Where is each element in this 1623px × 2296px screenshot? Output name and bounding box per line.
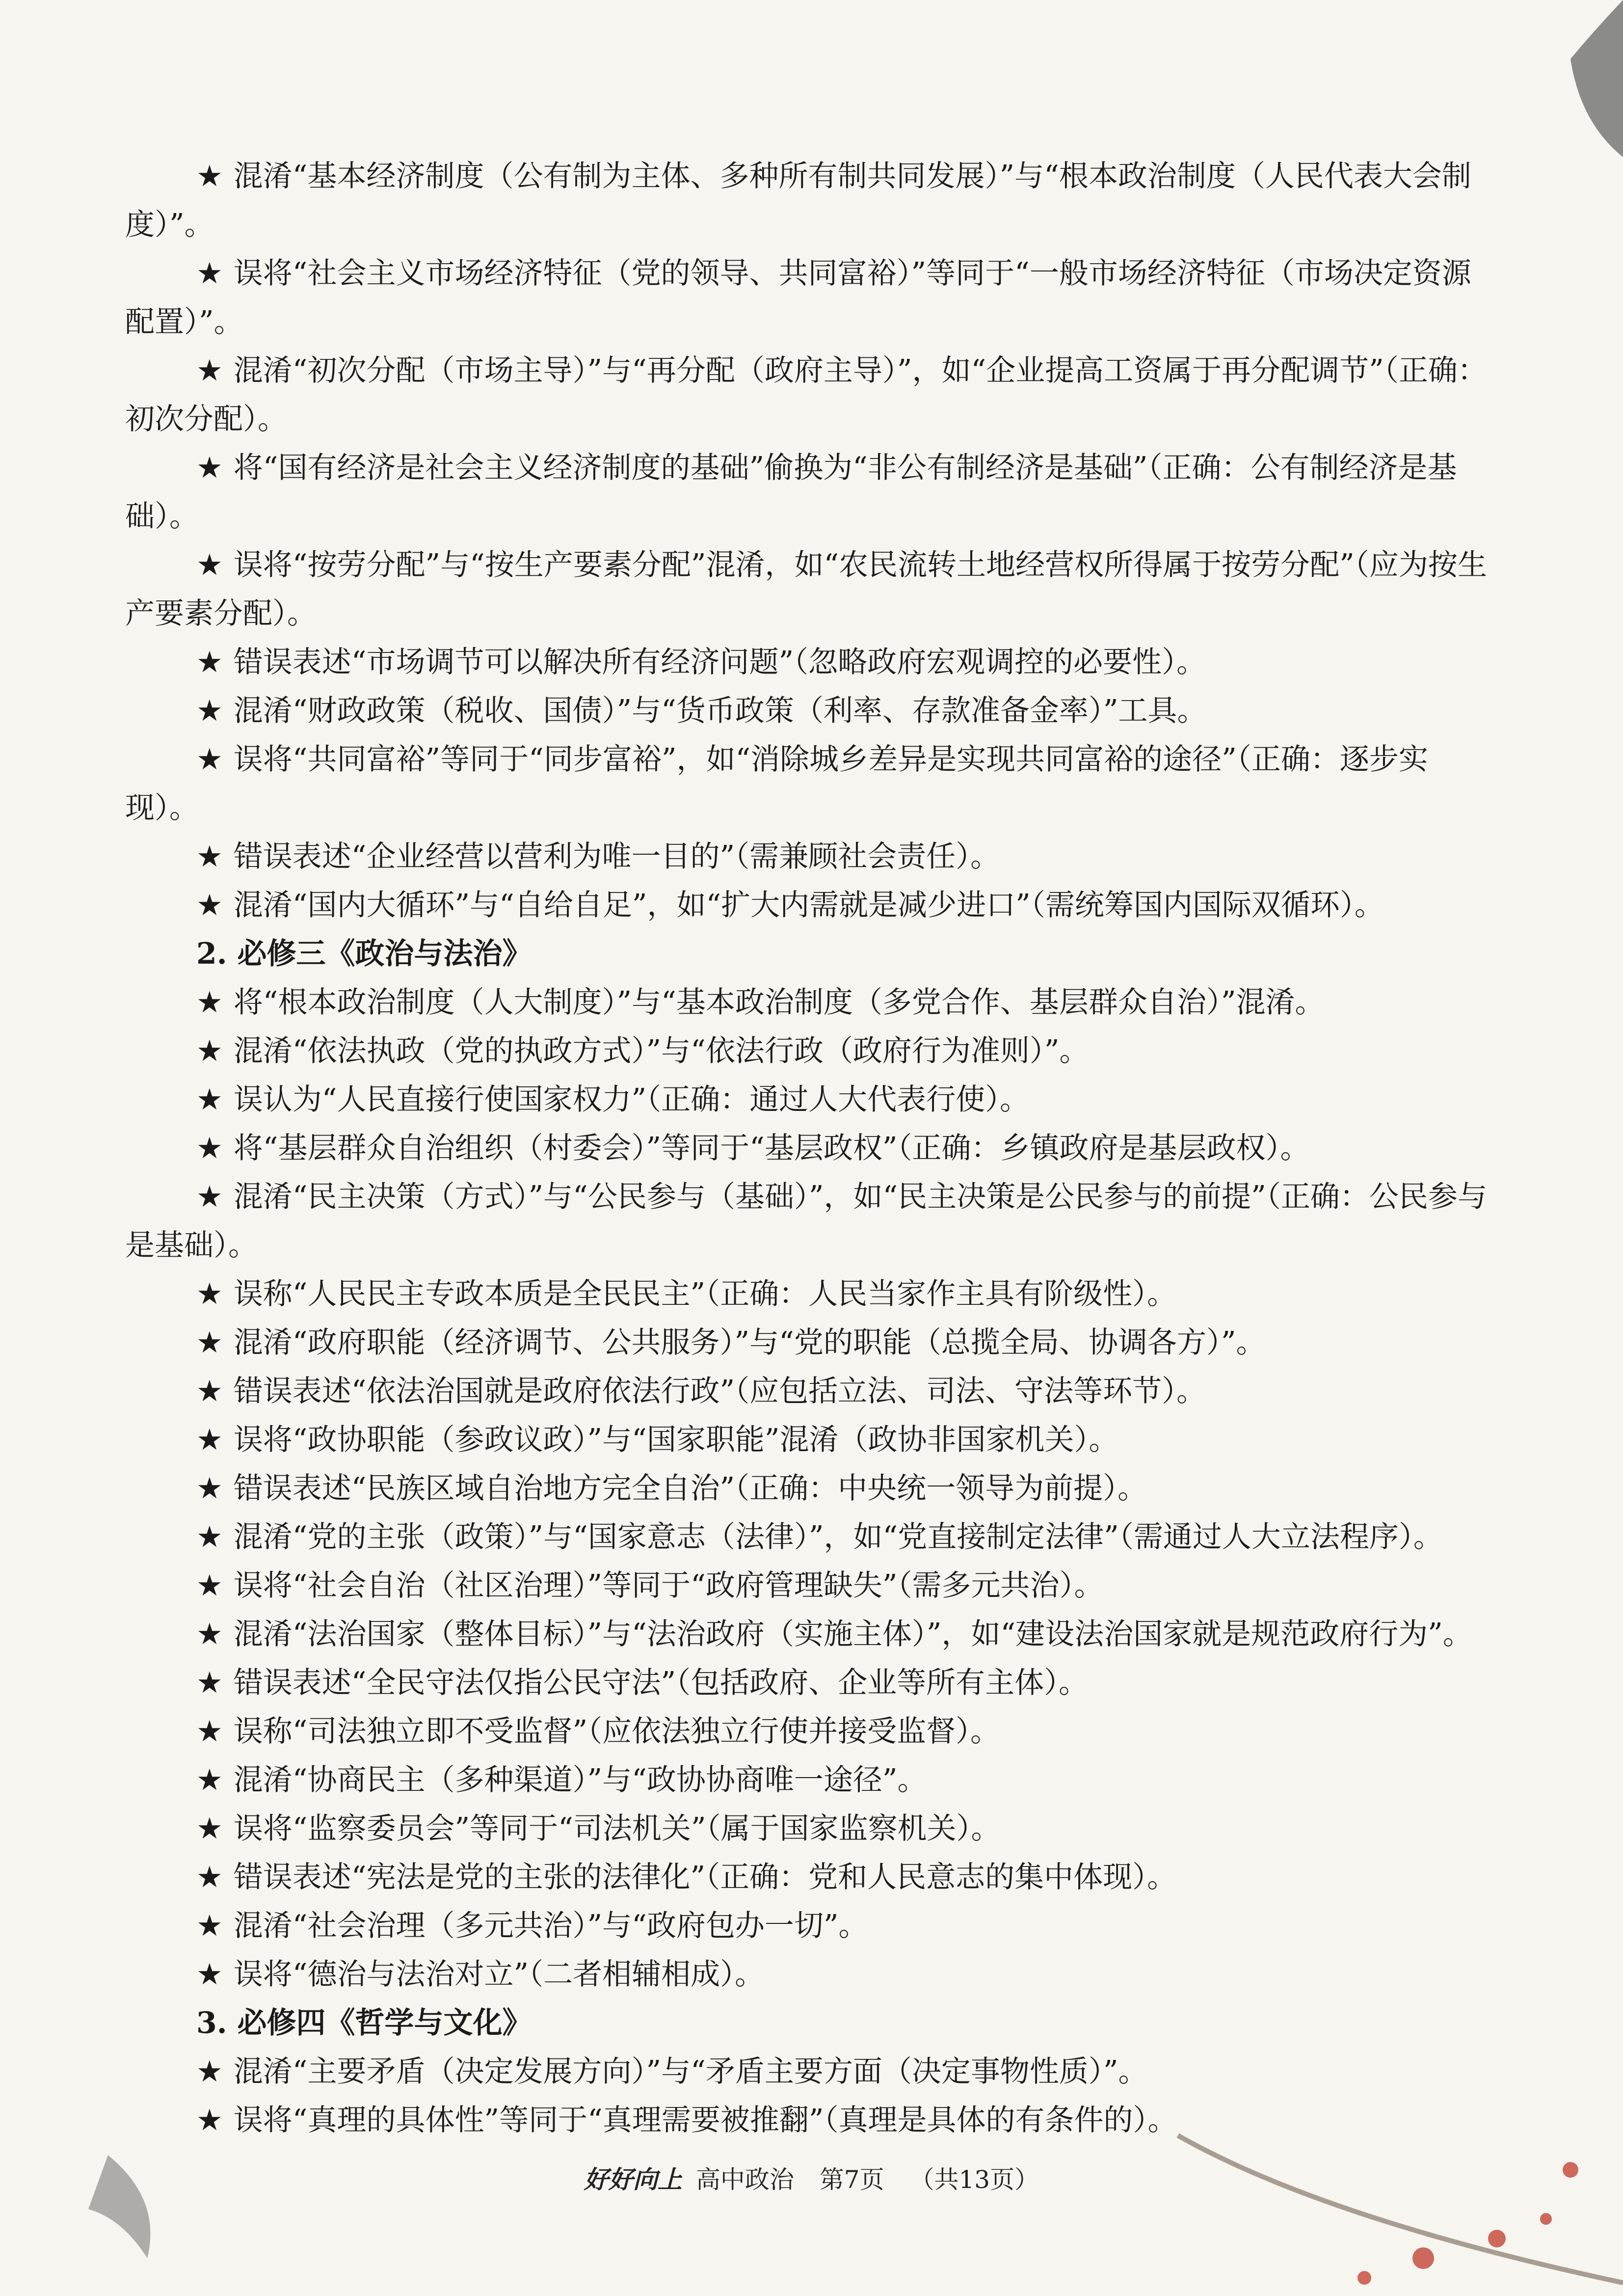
list-item-text: 混淆“基本经济制度（公有制为主体、多种所有制共同发展）”与“根本政治制度（人民代表大会制度）”。 — [125, 159, 1471, 242]
list-item-text: 将“国有经济是社会主义经济制度的基础”偷换为“非公有制经济是基础”（正确：公有制经济是基础）。 — [125, 451, 1457, 534]
star-icon: ★ — [196, 1860, 223, 1894]
list-item-text: 误将“社会自治（社区治理）”等同于“政府管理缺失”（需多元共治）。 — [233, 1568, 1104, 1603]
list-item — [125, 1513, 1490, 1562]
list-item — [125, 1416, 1490, 1464]
star-icon: ★ — [196, 839, 223, 874]
page-footer — [0, 2160, 1623, 2195]
star-icon: ★ — [196, 1277, 223, 1311]
list-item — [125, 1756, 1490, 1805]
list-item-text: 混淆“政府职能（经济调节、公共服务）”与“党的职能（总揽全局、协调各方）”。 — [233, 1325, 1266, 1360]
star-icon: ★ — [196, 742, 223, 777]
list-item-text: 混淆“党的主张（政策）”与“国家意志（法律）”，如“党直接制定法律”（需通过人大立法程序）。 — [233, 1520, 1443, 1554]
list-item — [125, 833, 1490, 881]
list-item — [125, 2048, 1490, 2096]
star-icon: ★ — [196, 1568, 223, 1603]
list-item-text: 误称“司法独立即不受监督”（应依法独立行使并接受监督）。 — [233, 1714, 1000, 1749]
list-item — [125, 1950, 1490, 1999]
list-item-text: 混淆“法治国家（整体目标）”与“法治政府（实施主体）”，如“建设法治国家就是规范政府行为”。 — [233, 1617, 1472, 1651]
list-item-text: 误将“按劳分配”与“按生产要素分配”混淆，如“农民流转土地经营权所得属于按劳分配”（应为按生产要素分配）。 — [125, 548, 1487, 631]
star-icon: ★ — [196, 451, 223, 485]
star-icon: ★ — [196, 1034, 223, 1068]
document-body — [125, 152, 1490, 2145]
star-icon: ★ — [196, 888, 223, 922]
star-icon: ★ — [196, 1666, 223, 1700]
footer-brand: 好好向上 — [584, 2165, 682, 2194]
page-total: （共13页） — [909, 2165, 1039, 2194]
corner-decoration — [1570, 0, 1623, 157]
list-item — [125, 1659, 1490, 1707]
list-item — [125, 1902, 1490, 1950]
list-item-text: 错误表述“民族区域自治地方完全自治”（正确：中央统一领导为前提）。 — [233, 1471, 1147, 1506]
list-item — [125, 541, 1490, 638]
list-item-text: 混淆“初次分配（市场主导）”与“再分配（政府主导）”，如“企业提高工资属于再分配调节”（正确：初次分配）。 — [125, 353, 1487, 436]
list-item — [125, 1173, 1490, 1270]
list-item-text: 误将“德治与法治对立”（二者相辅相成）。 — [233, 1957, 765, 1992]
list-item-text: 将“基层群众自治组织（村委会）”等同于“基层政权”（正确：乡镇政府是基层政权）。 — [233, 1131, 1310, 1165]
list-item-text: 错误表述“宪法是党的主张的法律化”（正确：党和人民意志的集中体现）。 — [233, 1860, 1177, 1894]
list-item-text: 误将“社会主义市场经济特征（党的领导、共同富裕）”等同于“一般市场经济特征（市场决定资源配置）”。 — [125, 256, 1471, 339]
star-icon: ★ — [196, 256, 223, 291]
star-icon: ★ — [196, 353, 223, 388]
list-item-text: 混淆“财政政策（税收、国债）”与“货币政策（利率、存款准备金率）”工具。 — [233, 694, 1207, 728]
list-item — [125, 1464, 1490, 1513]
footer-subject: 高中政治 — [695, 2165, 794, 2194]
list-item — [125, 1076, 1490, 1124]
list-item — [125, 152, 1490, 249]
branch-decoration — [1178, 2135, 1623, 2283]
list-item — [125, 1319, 1490, 1367]
list-item-text: 误认为“人民直接行使国家权力”（正确：通过人大代表行使）。 — [233, 1082, 1030, 1117]
star-icon: ★ — [196, 2103, 223, 2137]
list-item-text: 误将“共同富裕”等同于“同步富裕”，如“消除城乡差异是实现共同富裕的途径”（正确：逐步实现）。 — [125, 742, 1428, 825]
list-item — [125, 1124, 1490, 1173]
star-icon: ★ — [196, 1811, 223, 1846]
star-icon: ★ — [196, 1325, 223, 1360]
star-icon: ★ — [196, 1617, 223, 1651]
list-item-text: 混淆“主要矛盾（决定发展方向）”与“矛盾主要方面（决定事物性质）”。 — [233, 2054, 1148, 2089]
star-icon: ★ — [196, 1423, 223, 1457]
star-icon: ★ — [196, 1957, 223, 1992]
page-number: 第7页 — [819, 2165, 884, 2194]
list-item-text: 误将“监察委员会”等同于“司法机关”（属于国家监察机关）。 — [233, 1811, 1001, 1846]
star-icon: ★ — [196, 1082, 223, 1117]
star-icon: ★ — [196, 1763, 223, 1797]
star-icon: ★ — [196, 645, 223, 679]
list-item — [125, 1367, 1490, 1416]
list-item — [125, 249, 1490, 347]
list-item-text: 混淆“国内大循环”与“自给自足”，如“扩大内需就是减少进口”（需统筹国内国际双循环）。 — [233, 888, 1384, 922]
list-item-text: 混淆“民主决策（方式）”与“公民参与（基础）”，如“民主决策是公民参与的前提”（正确：公民参与是基础）。 — [125, 1180, 1487, 1263]
star-icon: ★ — [196, 2054, 223, 2089]
list-item — [125, 735, 1490, 833]
star-icon: ★ — [196, 159, 223, 193]
list-item-text: 误称“人民民主专政本质是全民民主”（正确：人民当家作主具有阶级性）。 — [233, 1277, 1177, 1311]
star-icon: ★ — [196, 985, 223, 1020]
list-item-text: 错误表述“依法治国就是政府依法行政”（应包括立法、司法、守法等环节）。 — [233, 1374, 1206, 1408]
list-item — [125, 2096, 1490, 2145]
star-icon: ★ — [196, 1520, 223, 1554]
star-icon: ★ — [196, 1909, 223, 1943]
list-item — [125, 1610, 1490, 1659]
list-item — [125, 881, 1490, 930]
list-item — [125, 1562, 1490, 1610]
star-icon: ★ — [196, 548, 223, 582]
star-icon: ★ — [196, 1131, 223, 1165]
list-item-text: 混淆“协商民主（多种渠道）”与“政协协商唯一途径”。 — [233, 1763, 927, 1797]
list-item — [125, 1707, 1490, 1756]
list-item — [125, 1853, 1490, 1902]
list-item-text: 错误表述“企业经营以营利为唯一目的”（需兼顾社会责任）。 — [233, 839, 1000, 874]
star-icon: ★ — [196, 1374, 223, 1408]
list-item-text: 误将“政协职能（参政议政）”与“国家职能”混淆（政协非国家机关）。 — [233, 1423, 1118, 1457]
list-item-text: 混淆“社会治理（多元共治）”与“政府包办一切”。 — [233, 1909, 868, 1943]
list-item — [125, 978, 1490, 1027]
star-icon: ★ — [196, 694, 223, 728]
list-item — [125, 638, 1490, 687]
list-item — [125, 1027, 1490, 1076]
list-item-text: 混淆“依法执政（党的执政方式）”与“依法行政（政府行为准则）”。 — [233, 1034, 1089, 1068]
list-item — [125, 347, 1490, 444]
section-heading: 2. 必修三《政治与法治》 — [196, 937, 532, 971]
list-item — [125, 1805, 1490, 1853]
list-item — [125, 1270, 1490, 1319]
list-item-text: 错误表述“市场调节可以解决所有经济问题”（忽略政府宏观调控的必要性）。 — [233, 645, 1206, 679]
list-item-text: 错误表述“全民守法仅指公民守法”（包括政府、企业等所有主体）。 — [233, 1666, 1089, 1700]
star-icon: ★ — [196, 1471, 223, 1506]
list-item — [125, 444, 1490, 541]
list-item-text: 误将“真理的具体性”等同于“真理需要被推翻”（真理是具体的有条件的）。 — [233, 2103, 1177, 2137]
list-item-text: 将“根本政治制度（人大制度）”与“基本政治制度（多党合作、基层群众自治）”混淆。 — [233, 985, 1325, 1020]
star-icon: ★ — [196, 1180, 223, 1214]
list-item — [125, 687, 1490, 735]
section-heading: 3. 必修四《哲学与文化》 — [196, 2006, 532, 2040]
star-icon: ★ — [196, 1714, 223, 1749]
